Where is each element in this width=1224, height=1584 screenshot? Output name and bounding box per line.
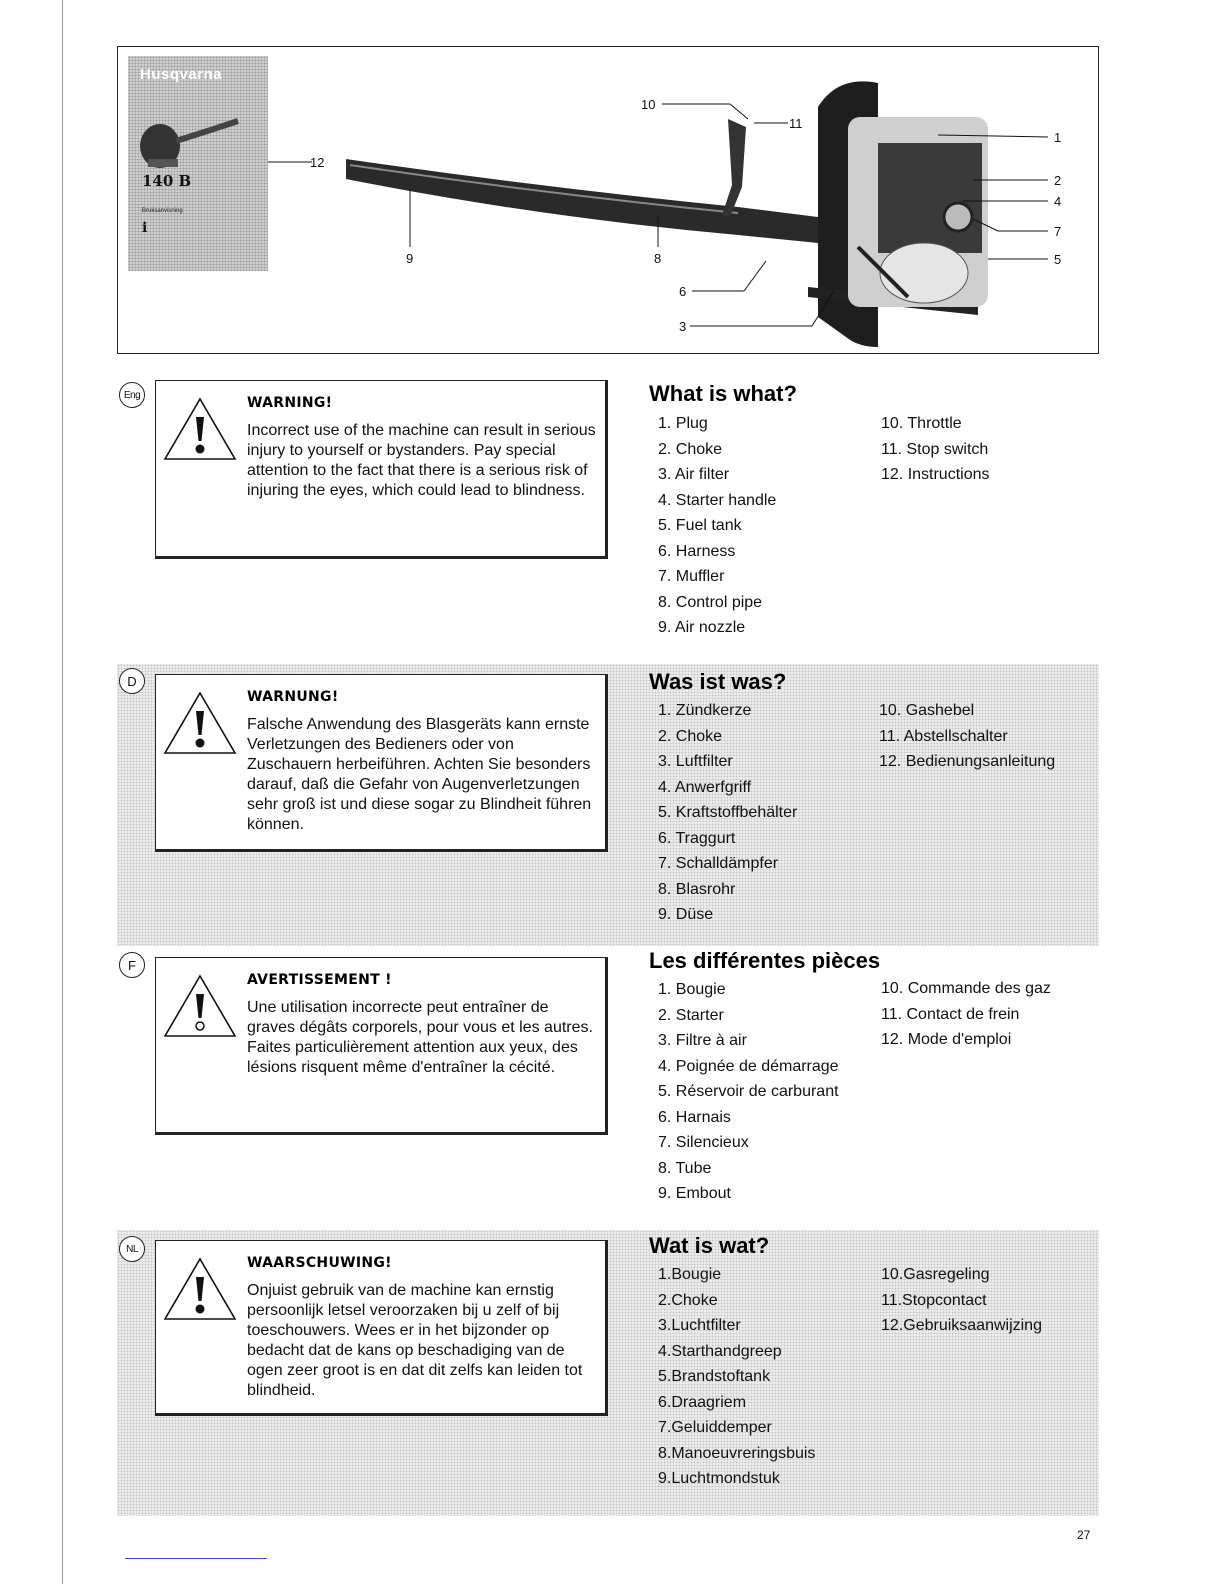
list-item: 6. Harnais (658, 1108, 731, 1126)
callout-9: 9 (406, 251, 414, 266)
warning-text: Falsche Anwendung des Blasgeräts kann ernste Verletzungen des Bedieners oder von Zuschauern herbeiführen. Achten Sie besonders darauf, daß die Gefahr von Augenverletzungen sehr groß ist und diese sogar zu Blindheit führen können. (247, 716, 592, 833)
parts-title-de: Was ist was? (649, 669, 787, 694)
warning-text: Incorrect use of the machine can result in serious injury to yourself or bystanders. Pay special attention to the fact that there is a serious risk of injuring the eyes, which could lead to blindness. (247, 422, 596, 499)
list-item: 8. Control pipe (658, 593, 763, 611)
list-item: 2. Choke (658, 727, 723, 745)
warning-title: WAARSCHUWING! (247, 1255, 392, 1271)
list-item: 12. Instructions (881, 466, 990, 483)
parts-list-eng-1 (658, 411, 776, 641)
list-item: 1. Zündkerze (658, 702, 752, 719)
list-item: 8. Tube (658, 1159, 712, 1177)
list-item: 6.Draagriem (658, 1393, 747, 1411)
parts-title-eng: What is what? (649, 381, 797, 406)
lang-icon-nl: NL (119, 1236, 145, 1262)
list-item: 3. Air filter (658, 466, 730, 483)
list-item: 5. Réservoir de carburant (658, 1083, 839, 1100)
list-item: 1. Plug (658, 415, 708, 432)
parts-list-de-1 (658, 698, 797, 928)
warning-title: WARNUNG! (247, 689, 339, 705)
list-item: 7. Schalldämpfer (658, 855, 779, 872)
callout-6: 6 (679, 284, 687, 299)
warning-title: WARNING! (247, 395, 333, 411)
manual-info-mark: i (142, 220, 148, 236)
warning-triangle-icon (162, 1255, 238, 1323)
callout-3: 3 (679, 319, 687, 334)
list-item: 7. Silencieux (658, 1134, 749, 1151)
list-item: 7. Muffler (658, 568, 725, 585)
warning-box-fr (155, 957, 608, 1135)
list-item: 4. Starter handle (658, 491, 777, 509)
lang-icon-f: F (119, 952, 145, 978)
list-item: 10. Throttle (881, 415, 962, 432)
list-item: 11.Stopcontact (881, 1291, 987, 1309)
list-item: 9.Luchtmondstuk (658, 1470, 780, 1487)
callout-5: 5 (1054, 252, 1062, 267)
warning-triangle-icon (162, 972, 238, 1040)
parts-list-de-2 (879, 698, 1055, 775)
manual-model: 140 B (142, 172, 192, 190)
list-item: 11. Stop switch (881, 440, 989, 458)
parts-list-fr-2 (881, 976, 1051, 1053)
parts-list-eng-2 (881, 411, 990, 488)
list-item: 8. Blasrohr (658, 880, 736, 898)
list-item: 6. Harness (658, 542, 736, 560)
list-item: 11. Contact de frein (881, 1005, 1020, 1023)
callout-8: 8 (654, 251, 662, 266)
list-item: 2. Starter (658, 1006, 724, 1024)
callout-2: 2 (1054, 173, 1062, 188)
list-item: 12.Gebruiksaanwijzing (881, 1317, 1042, 1334)
list-item: 9. Düse (658, 906, 714, 923)
list-item: 10.Gasregeling (881, 1266, 990, 1283)
list-item: 3. Luftfilter (658, 753, 733, 770)
callout-1: 1 (1054, 130, 1062, 145)
warning-triangle-icon (162, 689, 238, 757)
product-figure (117, 46, 1099, 354)
list-item: 4.Starthandgreep (658, 1342, 782, 1360)
parts-title-nl: Wat is wat? (649, 1233, 770, 1258)
list-item: 9. Air nozzle (658, 619, 746, 636)
lang-icon-d: D (119, 668, 145, 694)
manual-brand: Husqvarna (140, 66, 223, 83)
callout-11: 11 (789, 116, 803, 131)
list-item: 5. Kraftstoffbehälter (658, 804, 798, 821)
list-item: 3. Filtre à air (658, 1032, 747, 1049)
callout-4: 4 (1054, 194, 1062, 209)
list-item: 4. Anwerfgriff (658, 778, 752, 796)
footer-rule (125, 1558, 267, 1559)
leaf-blower-illustration (118, 47, 1100, 355)
list-item: 1.Bougie (658, 1266, 722, 1283)
lang-icon-eng: Eng (119, 382, 145, 408)
page-number: 27 (1077, 1528, 1091, 1542)
list-item: 10. Commande des gaz (881, 980, 1051, 997)
warning-title: AVERTISSEMENT ! (247, 972, 392, 988)
manual-subtitle: Bruksanvisning (142, 208, 183, 214)
margin-line (62, 0, 63, 1584)
parts-title-fr: Les différentes pièces (649, 948, 881, 973)
list-item: 1. Bougie (658, 981, 726, 998)
warning-triangle-icon (162, 395, 238, 463)
list-item: 11. Abstellschalter (879, 727, 1008, 745)
list-item: 5.Brandstoftank (658, 1368, 771, 1385)
list-item: 10. Gashebel (879, 702, 975, 719)
callout-10: 10 (641, 97, 656, 112)
warning-box-nl (155, 1240, 608, 1416)
parts-list-nl-2 (881, 1262, 1042, 1339)
list-item: 6. Traggurt (658, 829, 736, 847)
warning-box-eng (155, 380, 608, 559)
list-item: 4. Poignée de démarrage (658, 1057, 839, 1075)
list-item: 2.Choke (658, 1291, 718, 1309)
parts-list-nl-1 (658, 1262, 815, 1492)
list-item: 2. Choke (658, 440, 723, 458)
list-item: 12. Mode d'emploi (881, 1031, 1012, 1048)
callout-7: 7 (1054, 224, 1062, 239)
callout-12: 12 (310, 155, 325, 170)
warning-text: Une utilisation incorrecte peut entraîner de graves dégâts corporels, pour vous et les autres. Faites particulièrement attention aux yeux, des lésions risquent même d'entraîner la cécité. (247, 999, 593, 1076)
list-item: 9. Embout (658, 1185, 731, 1202)
parts-list-fr-1 (658, 977, 839, 1207)
list-item: 8.Manoeuvreringsbuis (658, 1444, 816, 1462)
list-item: 12. Bedienungsanleitung (879, 753, 1056, 770)
list-item: 5. Fuel tank (658, 517, 742, 534)
list-item: 3.Luchtfilter (658, 1317, 741, 1334)
warning-text: Onjuist gebruik van de machine kan ernstig persoonlijk letsel veroorzaken bij u zelf of bij toeschouwers. Wees er in het bijzonder op bedacht dat de kans op beschadiging van de ogen zeer groot is en dat dit zelfs kan leiden tot blindheid. (247, 1282, 583, 1399)
list-item: 7.Geluiddemper (658, 1419, 772, 1436)
warning-box-de (155, 674, 608, 852)
